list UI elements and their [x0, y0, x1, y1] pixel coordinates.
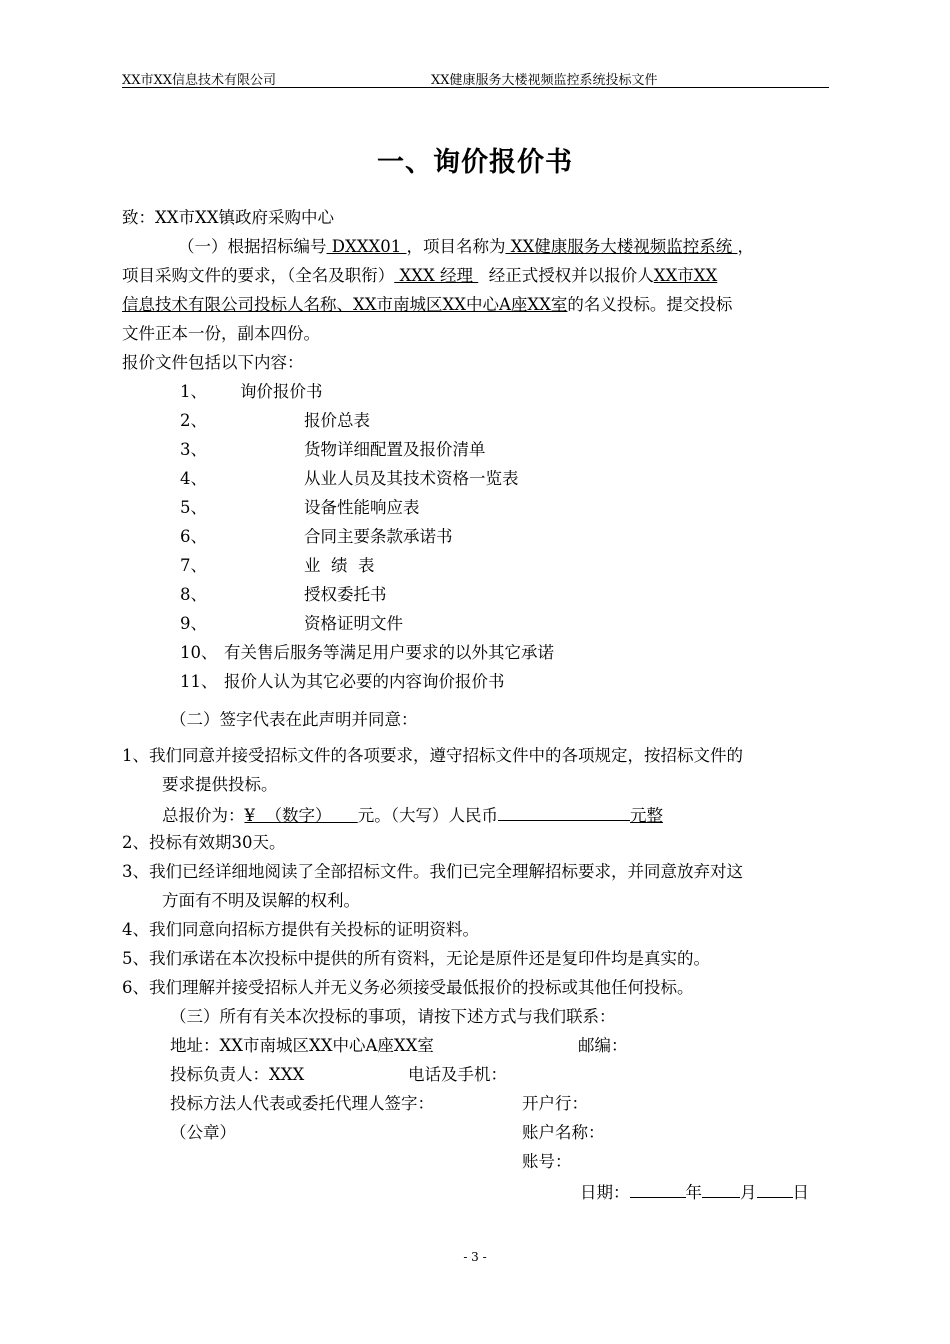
section2-title: （二）签字代表在此声明并同意： [170, 710, 418, 729]
bidder-name-part2: 信息技术有限公司投标人名称、XX市南城区XX中心A座XX室 [122, 295, 568, 314]
list-item-num: 4、 [180, 469, 207, 488]
para1-text: （一）根据招标编号 [178, 237, 327, 256]
date-label: 日期： [580, 1183, 630, 1202]
contact-seal: （公章） [170, 1123, 236, 1142]
date-line [580, 1180, 809, 1204]
para1-line4: 文件正本一份，副本四份。 [122, 324, 320, 343]
list-item: 报价总表 [304, 411, 370, 430]
header-rule [122, 87, 829, 88]
list-item: 业 绩 表 [304, 556, 375, 575]
day-label: 日 [792, 1183, 809, 1202]
header-company: XX市XX信息技术有限公司 [122, 73, 277, 88]
declaration-3-cont: 方面有不明及误解的权利。 [162, 891, 360, 910]
contact-owner: 投标负责人：XXX [170, 1065, 305, 1084]
para1-line3 [122, 294, 732, 316]
price-words-blank [498, 803, 630, 821]
page-number: - 3 - [463, 1250, 487, 1264]
list-item-num: 6、 [180, 527, 207, 546]
list-item-num: 9、 [180, 614, 207, 633]
list-item-num: 11、 [180, 672, 218, 691]
year-label: 年 [685, 1183, 702, 1202]
list-item-num: 1、 [180, 382, 207, 401]
list-item: 有关售后服务等满足用户要求的以外其它承诺 [224, 643, 554, 662]
list-item: 设备性能响应表 [304, 498, 420, 517]
list-item-num: 7、 [180, 556, 207, 575]
list-item: 报价人认为其它必要的内容询价报价书 [224, 672, 505, 691]
declaration-6: 6、我们理解并接受招标人并无义务必须接受最低报价的投标或其他任何投标。 [122, 978, 694, 997]
list-item: 货物详细配置及报价清单 [304, 440, 486, 459]
declaration-2: 2、投标有效期30天。 [122, 833, 286, 852]
price-label: 总报价为： [162, 806, 245, 825]
declaration-1: 1、我们同意并接受招标文件的各项要求，遵守招标文件中的各项规定，按招标文件的 [122, 746, 743, 765]
contact-account-name: 账户名称： [522, 1123, 605, 1142]
total-price-line [162, 803, 663, 827]
header-doc-title: XX健康服务大楼视频监控系统投标文件 [431, 73, 658, 88]
list-item-num: 8、 [180, 585, 207, 604]
project-name: XX健康服务大楼视频监控系统 [505, 237, 738, 256]
para1-line2 [122, 265, 717, 287]
bid-number: DXXX01 [326, 237, 407, 256]
representative: XXX 经理 [394, 266, 479, 285]
list-item-num: 3、 [180, 440, 207, 459]
list-item-num: 10、 [180, 643, 218, 662]
para1-text: 的名义投标。提交投标 [567, 295, 733, 314]
para1-text: 项目采购文件的要求，（全名及职衔） [122, 266, 395, 285]
list-item: 从业人员及其技术资格一览表 [304, 469, 519, 488]
contact-bank: 开户行： [522, 1094, 588, 1113]
price-mid-text: 元。（大写）人民币 [357, 806, 498, 825]
list-item: 询价报价书 [240, 382, 323, 401]
list-item: 授权委托书 [304, 585, 387, 604]
declaration-1-cont: 要求提供投标。 [162, 775, 278, 794]
declaration-3: 3、我们已经详细地阅读了全部招标文件。我们已完全理解招标要求，并同意放弃对这 [122, 862, 743, 881]
contents-intro: 报价文件包括以下内容： [122, 353, 304, 372]
list-item: 资格证明文件 [304, 614, 403, 633]
list-item-num: 5、 [180, 498, 207, 517]
addressee: 致：XX市XX镇政府采购中心 [122, 208, 334, 227]
section3-title: （三）所有有关本次投标的事项，请按下述方式与我们联系： [170, 1007, 616, 1026]
contact-account-number: 账号： [522, 1152, 572, 1171]
declaration-4: 4、我们同意向招标方提供有关投标的证明资料。 [122, 920, 479, 939]
price-end-text: 元整 [629, 806, 663, 825]
contact-address: 地址：XX市南城区XX中心A座XX室 [170, 1036, 434, 1055]
list-item: 合同主要条款承诺书 [304, 527, 453, 546]
para1-text: ， [737, 237, 754, 256]
price-numeric-field: ¥ （数字） [244, 806, 358, 825]
para1-text: ，项目名称为 [406, 237, 506, 256]
list-item-num: 2、 [180, 411, 207, 430]
bidder-name-part1: XX市XX [653, 266, 718, 285]
month-blank [702, 1180, 740, 1198]
para1-line1 [178, 236, 754, 258]
contact-signature: 投标方法人代表或委托代理人签字： [170, 1094, 434, 1113]
declaration-5: 5、我们承诺在本次投标中提供的所有资料，无论是原件还是复印件均是真实的。 [122, 949, 710, 968]
contact-phone: 电话及手机： [408, 1065, 507, 1084]
para1-text: 经正式授权并以报价人 [478, 266, 654, 285]
year-blank [630, 1180, 686, 1198]
contact-postcode: 邮编： [578, 1036, 628, 1055]
day-blank [757, 1180, 793, 1198]
month-label: 月 [740, 1183, 757, 1202]
page-title: 一、询价报价书 [377, 147, 573, 178]
